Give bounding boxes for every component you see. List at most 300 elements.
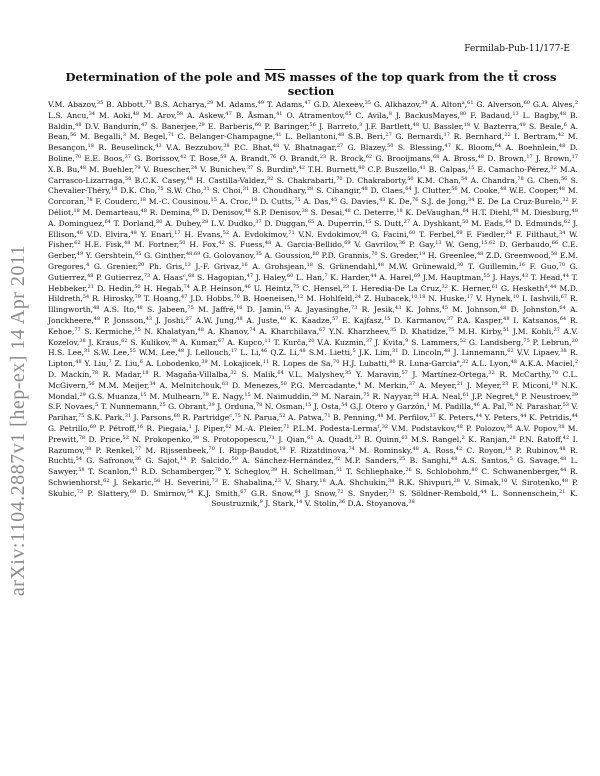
affiliation-marker: 48 <box>344 207 351 214</box>
affiliation-marker: 37 <box>365 337 373 344</box>
affiliation-marker: 17 <box>230 348 238 355</box>
affiliation-marker: 80 <box>312 251 319 258</box>
affiliation-marker: 29 <box>79 391 86 398</box>
affiliation-marker: 62 <box>507 348 514 355</box>
affiliation-marker: 32 <box>381 423 389 430</box>
affiliation-marker: 80 <box>389 359 396 366</box>
affiliation-marker: 39 <box>421 100 428 106</box>
affiliation-marker: 18 <box>463 121 471 128</box>
affiliation-marker: 11 <box>264 337 271 344</box>
affiliation-marker: 54 <box>460 175 468 182</box>
affiliation-marker: 78 <box>78 434 86 441</box>
title-part-2: masses of the top quark from the <box>285 70 509 84</box>
affiliation-marker: 44 <box>571 413 578 420</box>
affiliation-marker: 62 <box>121 337 128 344</box>
affiliation-marker: 39 <box>270 467 278 474</box>
affiliation-marker: 10 <box>500 477 508 484</box>
affiliation-marker: 54 <box>75 456 83 463</box>
affiliation-marker: 50 <box>179 240 186 247</box>
affiliation-marker: 4 <box>357 380 361 387</box>
affiliation-marker: 52 <box>222 229 230 236</box>
affiliation-marker: 43 <box>155 143 162 150</box>
affiliation-marker: 17 <box>443 132 451 139</box>
affiliation-marker: 19 <box>551 380 558 387</box>
affiliation-marker: 70 <box>333 359 340 366</box>
affiliation-marker: 48 <box>559 445 566 452</box>
affiliation-marker: 4 <box>86 261 90 268</box>
affiliation-marker: 48 <box>377 413 384 420</box>
affiliation-marker: 49 <box>257 100 264 106</box>
affiliation-marker: 75 <box>187 305 194 312</box>
affiliation-marker: 38 <box>388 477 395 484</box>
affiliation-marker: 48 <box>500 305 507 312</box>
affiliation-marker: 54 <box>82 294 90 301</box>
affiliation-marker: 69 <box>192 207 199 214</box>
affiliation-marker: 30 <box>457 261 464 268</box>
affiliation-marker: 68 <box>188 272 195 279</box>
affiliation-marker: 64 <box>277 369 284 376</box>
affiliation-marker: 28 <box>306 186 314 193</box>
affiliation-marker: 7 <box>108 359 112 366</box>
affiliation-marker: 15 <box>134 326 141 333</box>
affiliation-marker: 44 <box>550 283 557 290</box>
affiliation-marker: 9 <box>259 499 263 506</box>
affiliation-marker: 73 <box>350 305 358 312</box>
affiliation-marker: 10 <box>512 294 520 301</box>
affiliation-marker: 27 <box>403 218 411 225</box>
affiliation-marker: 38 <box>84 445 92 452</box>
affiliation-marker: 48 <box>75 359 82 366</box>
affiliation-marker: 42 <box>180 153 187 160</box>
affiliation-marker: 48 <box>558 186 565 193</box>
affiliation-marker: 48 <box>264 240 272 247</box>
affiliation-marker: 18 <box>139 197 146 204</box>
affiliation-marker: 77 <box>134 445 142 452</box>
affiliation-marker: 36 <box>506 423 513 430</box>
affiliation-marker: 37 <box>246 164 254 171</box>
affiliation-marker: 9 <box>405 337 409 344</box>
affiliation-marker: 48 <box>93 305 100 312</box>
affiliation-marker: 38 <box>170 337 178 344</box>
affiliation-marker: 48 <box>571 207 578 214</box>
affiliation-marker: 54 <box>341 402 348 409</box>
affiliation-marker: 29 <box>206 100 214 106</box>
affiliation-marker: 31 <box>392 348 399 355</box>
affiliation-marker: 37 <box>408 380 416 387</box>
affiliation-marker: 48 <box>443 348 451 355</box>
affiliation-marker: 14 <box>179 456 187 463</box>
affiliation-marker: 65 <box>307 218 315 225</box>
affiliation-marker: 79 <box>202 391 209 398</box>
affiliation-marker: 1 <box>188 423 192 430</box>
affiliation-marker: 38 <box>223 143 230 150</box>
affiliation-marker: 80 <box>471 467 478 474</box>
title-ttbar: tt̄ <box>508 70 519 84</box>
affiliation-marker: 18 <box>111 186 118 193</box>
affiliation-marker: 48 <box>510 359 517 366</box>
affiliation-marker: 56 <box>451 186 458 193</box>
affiliation-marker: 46 <box>260 348 268 355</box>
affiliation-marker: 38 <box>301 207 308 214</box>
affiliation-marker: 78 <box>517 175 524 182</box>
affiliation-marker: 20 <box>571 337 578 344</box>
affiliation-marker: 61 <box>462 391 469 398</box>
affiliation-marker: 44 <box>562 272 570 279</box>
affiliation-marker: 79 <box>134 164 141 171</box>
affiliation-marker: 74 <box>249 326 256 333</box>
affiliation-marker: 31 <box>84 348 91 355</box>
affiliation-marker: 49 <box>519 121 526 128</box>
affiliation-marker: 17 <box>526 153 533 160</box>
affiliation-marker: 23 <box>342 283 350 290</box>
affiliation-marker: 61 <box>467 100 474 106</box>
affiliation-marker: 2 <box>574 359 579 366</box>
affiliation-marker: 48 <box>244 207 251 214</box>
affiliation-marker: 39 <box>208 402 215 409</box>
affiliation-marker: 69 <box>344 240 351 247</box>
affiliation-marker: 44 <box>370 272 377 279</box>
affiliation-marker: 75 <box>523 337 530 344</box>
arxiv-identifier-stamp <box>4 220 34 620</box>
affiliation-marker: 73 <box>76 488 84 495</box>
affiliation-marker: 38 <box>361 229 368 236</box>
affiliation-marker: 49 <box>76 251 84 258</box>
affiliation-marker: 36 <box>134 456 142 463</box>
affiliation-marker: 48 <box>130 229 137 236</box>
affiliation-marker: 44 <box>559 467 567 474</box>
affiliation-marker: 6 <box>139 359 143 366</box>
affiliation-marker: 32 <box>333 456 341 463</box>
affiliation-marker: 23 <box>319 153 327 160</box>
affiliation-marker: 12 <box>296 294 304 301</box>
affiliation-marker: 18 <box>250 197 258 204</box>
affiliation-marker: 58 <box>176 110 184 117</box>
affiliation-marker: 48 <box>124 240 131 247</box>
affiliation-marker: 18 <box>73 207 80 214</box>
affiliation-marker: 44 <box>520 413 527 420</box>
affiliation-marker: 51 <box>336 467 343 474</box>
paper-title <box>48 70 574 98</box>
affiliation-marker: f <box>377 423 380 430</box>
affiliation-marker: 67 <box>218 337 225 344</box>
affiliation-marker: 32 <box>462 359 469 366</box>
affiliation-marker: 25 <box>159 402 166 409</box>
affiliation-marker: 13 <box>184 261 191 268</box>
affiliation-marker: 25 <box>398 456 406 463</box>
affiliation-marker: 75 <box>234 413 241 420</box>
affiliation-marker: 42 <box>455 445 463 452</box>
affiliation-marker: 11 <box>262 359 270 366</box>
affiliation-marker: 42 <box>218 240 225 247</box>
affiliation-marker: 5 <box>95 402 99 409</box>
affiliation-marker: 56 <box>69 132 77 139</box>
affiliation-marker: 50 <box>387 143 394 150</box>
affiliation-marker: 38 <box>192 434 200 441</box>
affiliation-marker: 71 <box>283 423 290 430</box>
affiliation-marker: 48 <box>500 186 507 193</box>
affiliation-marker: 69 <box>456 229 463 236</box>
affiliation-marker: 15,62 <box>481 240 496 247</box>
affiliation-marker: 70 <box>558 261 566 268</box>
affiliation-marker: 70 <box>74 153 82 160</box>
affiliation-marker: 27 <box>385 132 392 139</box>
affiliation-marker: 5 <box>352 348 356 355</box>
affiliation-marker: 48 <box>377 261 384 268</box>
affiliation-marker: 69 <box>413 272 421 279</box>
affiliation-marker: 48 <box>93 315 101 322</box>
affiliation-marker: 32 <box>562 197 569 204</box>
affiliation-marker: 48 <box>87 272 94 279</box>
affiliation-marker: 36 <box>398 240 406 247</box>
affiliation-marker: 39 <box>571 391 578 398</box>
affiliation-marker: 8 <box>388 110 392 117</box>
affiliation-marker: 37 <box>255 218 262 225</box>
affiliation-marker: 48 <box>476 251 484 258</box>
affiliation-marker: 13 <box>435 240 442 247</box>
affiliation-marker: 34 <box>149 380 156 387</box>
affiliation-marker: 24 <box>190 164 198 171</box>
affiliation-marker: 41 <box>275 132 282 139</box>
affiliation-marker: 70 <box>371 251 378 258</box>
affiliation-marker: 79 <box>134 294 141 301</box>
affiliation-marker: 72 <box>337 488 344 495</box>
affiliation-marker: 60 <box>286 272 294 279</box>
affiliation-marker: 48 <box>456 423 463 430</box>
affiliation-marker: 3 <box>359 121 363 128</box>
affiliation-marker: 75 <box>77 413 85 420</box>
affiliation-marker: 32 <box>441 283 448 290</box>
affiliation-marker: 52 <box>279 413 286 420</box>
affiliation-marker: 56 <box>125 175 132 182</box>
affiliation-marker: 64 <box>559 315 567 322</box>
affiliation-marker: 40 <box>279 315 287 322</box>
affiliation-marker: 73 <box>211 477 218 484</box>
affiliation-marker: 48 <box>512 207 519 214</box>
affiliation-marker: 63 <box>401 434 408 441</box>
affiliation-marker: 48 <box>75 121 82 128</box>
affiliation-marker: 58 <box>78 467 85 474</box>
affiliation-marker: 74 <box>183 283 190 290</box>
title-ms-overline: $\overline{MS}$ <box>264 70 286 84</box>
affiliation-marker: 3 <box>122 132 127 139</box>
affiliation-marker: 31 <box>242 186 250 193</box>
affiliation-marker: 42 <box>562 434 570 441</box>
affiliation-marker: 34 <box>559 229 566 236</box>
affiliation-marker: 8 <box>515 391 519 398</box>
affiliation-marker: 24 <box>354 294 362 301</box>
affiliation-marker: 7 <box>324 272 328 279</box>
affiliation-marker: 80 <box>459 110 467 117</box>
affiliation-marker: 15 <box>468 164 475 171</box>
affiliation-marker: 50 <box>280 380 287 387</box>
affiliation-marker: 32 <box>488 369 495 376</box>
affiliation-marker: 18 <box>142 369 149 376</box>
affiliation-marker: 27 <box>185 315 192 322</box>
affiliation-marker: 2 <box>461 434 465 441</box>
affiliation-marker: 50 <box>231 456 238 463</box>
affiliation-marker: 48 <box>79 164 87 171</box>
affiliation-marker: 73 <box>143 272 151 279</box>
affiliation-marker: 76 <box>269 153 277 160</box>
affiliation-marker: 48 <box>451 456 458 463</box>
affiliation-marker: b <box>292 164 297 171</box>
affiliation-marker: 48 <box>132 110 140 117</box>
affiliation-marker: 26 <box>405 467 412 474</box>
affiliation-marker: 48 <box>136 305 143 312</box>
affiliation-marker: 58 <box>550 251 558 258</box>
affiliation-marker: 15 <box>304 402 312 409</box>
affiliation-marker: 75 <box>157 186 164 193</box>
affiliation-marker: 18 <box>87 143 94 150</box>
affiliation-marker: 46 <box>244 283 251 290</box>
affiliation-marker: 43 <box>145 315 153 322</box>
affiliation-marker: 70 <box>208 445 215 452</box>
affiliation-marker: 63 <box>221 380 229 387</box>
affiliation-marker: 27 <box>553 326 560 333</box>
affiliation-marker: 67 <box>240 488 247 495</box>
affiliation-marker: 19 <box>279 445 286 452</box>
affiliation-marker: 37 <box>429 413 436 420</box>
affiliation-marker: 65 <box>135 251 142 258</box>
affiliation-marker: 20 <box>308 337 315 344</box>
affiliation-marker: 75 <box>294 197 301 204</box>
affiliation-marker: 64 <box>294 488 301 495</box>
affiliation-marker: 54 <box>186 488 194 495</box>
affiliation-marker: 62 <box>564 218 571 225</box>
affiliation-marker: 48 <box>272 143 280 150</box>
title-part-3: cross section <box>287 70 557 98</box>
affiliation-marker: 56 <box>560 175 568 182</box>
affiliation-marker: 17 <box>174 229 181 236</box>
affiliation-marker: 70 <box>233 294 240 301</box>
affiliation-marker: 56 <box>88 380 95 387</box>
affiliation-marker: 23 <box>354 434 361 441</box>
affiliation-marker: 61 <box>491 283 498 290</box>
affiliation-marker: a <box>461 100 465 106</box>
affiliation-marker: 28 <box>412 391 420 398</box>
affiliation-marker: 41 <box>276 110 283 117</box>
affiliation-marker: 48 <box>236 315 243 322</box>
affiliation-marker: 70 <box>551 369 559 376</box>
affiliation-marker: 48 <box>558 143 566 150</box>
affiliation-marker: 32 <box>550 164 557 171</box>
affiliation-marker: 62 <box>103 477 110 484</box>
affiliation-marker: 61 <box>307 434 314 441</box>
affiliation-marker: 14 <box>295 499 303 506</box>
affiliation-marker: 75 <box>292 283 300 290</box>
affiliation-marker: 65 <box>345 110 352 117</box>
affiliation-marker: 64 <box>494 143 502 150</box>
affiliation-marker: 20 <box>137 261 145 268</box>
affiliation-marker: 15 <box>244 391 251 398</box>
affiliation-marker: 80 <box>156 218 163 225</box>
affiliation-marker: 71 <box>268 434 275 441</box>
affiliation-marker: 34 <box>468 197 475 204</box>
affiliation-marker: 57 <box>332 315 339 322</box>
affiliation-marker: 45 <box>330 197 338 204</box>
affiliation-marker: 67 <box>319 326 326 333</box>
affiliation-marker: 34 <box>88 110 96 117</box>
affiliation-marker: 69 <box>129 488 137 495</box>
affiliation-marker: 68 <box>432 153 440 160</box>
affiliation-marker: 43 <box>131 467 138 474</box>
affiliation-marker: 47 <box>246 272 254 279</box>
affiliation-marker: 37 <box>446 315 454 322</box>
affiliation-marker: 48 <box>177 348 185 355</box>
report-number: Fermilab-Pub-11/177-E <box>464 44 570 54</box>
affiliation-marker: 55 <box>483 272 490 279</box>
affiliation-marker: 32 <box>267 175 274 182</box>
affiliation-marker: 44 <box>480 488 487 495</box>
affiliation-marker: 60 <box>408 229 416 236</box>
affiliation-marker: 43 <box>521 272 529 279</box>
affiliation-marker: 68 <box>173 413 180 420</box>
affiliation-marker: 38 <box>408 499 415 506</box>
affiliation-marker: 16 <box>136 423 144 430</box>
affiliation-marker: 15 <box>210 197 217 204</box>
affiliation-marker: 48 <box>412 445 419 452</box>
affiliation-marker: 48 <box>412 121 420 128</box>
affiliation-marker: 48,69 <box>185 251 201 258</box>
affiliation-marker: 48 <box>337 132 345 139</box>
affiliation-marker: 29 <box>198 121 205 128</box>
affiliation-marker: 28 <box>509 434 516 441</box>
affiliation-marker: 56 <box>153 477 161 484</box>
affiliation-marker: 35 <box>389 326 397 333</box>
affiliation-marker: 23 <box>501 380 509 387</box>
affiliation-marker: 52 <box>459 337 467 344</box>
affiliation-marker: 28 <box>453 477 460 484</box>
affiliation-marker: 21 <box>87 283 95 290</box>
affiliation-marker: 71 <box>288 229 295 236</box>
affiliation-marker: 15 <box>283 305 291 312</box>
affiliation-marker: 38 <box>79 337 86 344</box>
affiliation-marker: 78 <box>91 369 99 376</box>
affiliation-marker: 16 <box>518 261 526 268</box>
affiliation-marker: 38 <box>558 423 565 430</box>
affiliation-marker: 48 <box>299 348 306 355</box>
affiliation-marker: 59 <box>220 153 227 160</box>
affiliation-marker: 15 <box>140 391 147 398</box>
affiliation-marker: 16 <box>236 305 243 312</box>
affiliation-marker: 37 <box>124 153 131 160</box>
affiliation-marker: 73 <box>145 100 152 106</box>
affiliation-marker: 47 <box>141 121 148 128</box>
affiliation-marker: 23 <box>274 477 281 484</box>
affiliation-marker: 66 <box>551 240 559 247</box>
affiliation-marker: 71 <box>324 413 331 420</box>
affiliation-marker: c <box>229 413 233 420</box>
affiliation-marker: 52 <box>122 434 129 441</box>
affiliation-marker: 15 <box>364 218 372 225</box>
affiliation-marker: 22 <box>504 132 511 139</box>
affiliation-marker: 62 <box>225 423 232 430</box>
affiliation-marker: 15 <box>384 315 391 322</box>
affiliation-marker: e <box>456 359 460 366</box>
affiliation-marker: 28 <box>201 218 209 225</box>
affiliation-marker: 46 <box>473 402 480 409</box>
affiliation-marker: 55 <box>129 348 136 355</box>
affiliation-marker: 35 <box>96 100 104 106</box>
affiliation-marker: 16 <box>241 261 248 268</box>
affiliation-marker: 48 <box>559 456 567 463</box>
affiliation-marker: 13 <box>512 110 519 117</box>
affiliation-marker: 35 <box>255 251 262 258</box>
affiliation-marker: 28 <box>311 391 319 398</box>
affiliation-marker: 35 <box>345 369 352 376</box>
affiliation-marker: 69 <box>89 423 97 430</box>
affiliation-marker: 21 <box>456 380 464 387</box>
